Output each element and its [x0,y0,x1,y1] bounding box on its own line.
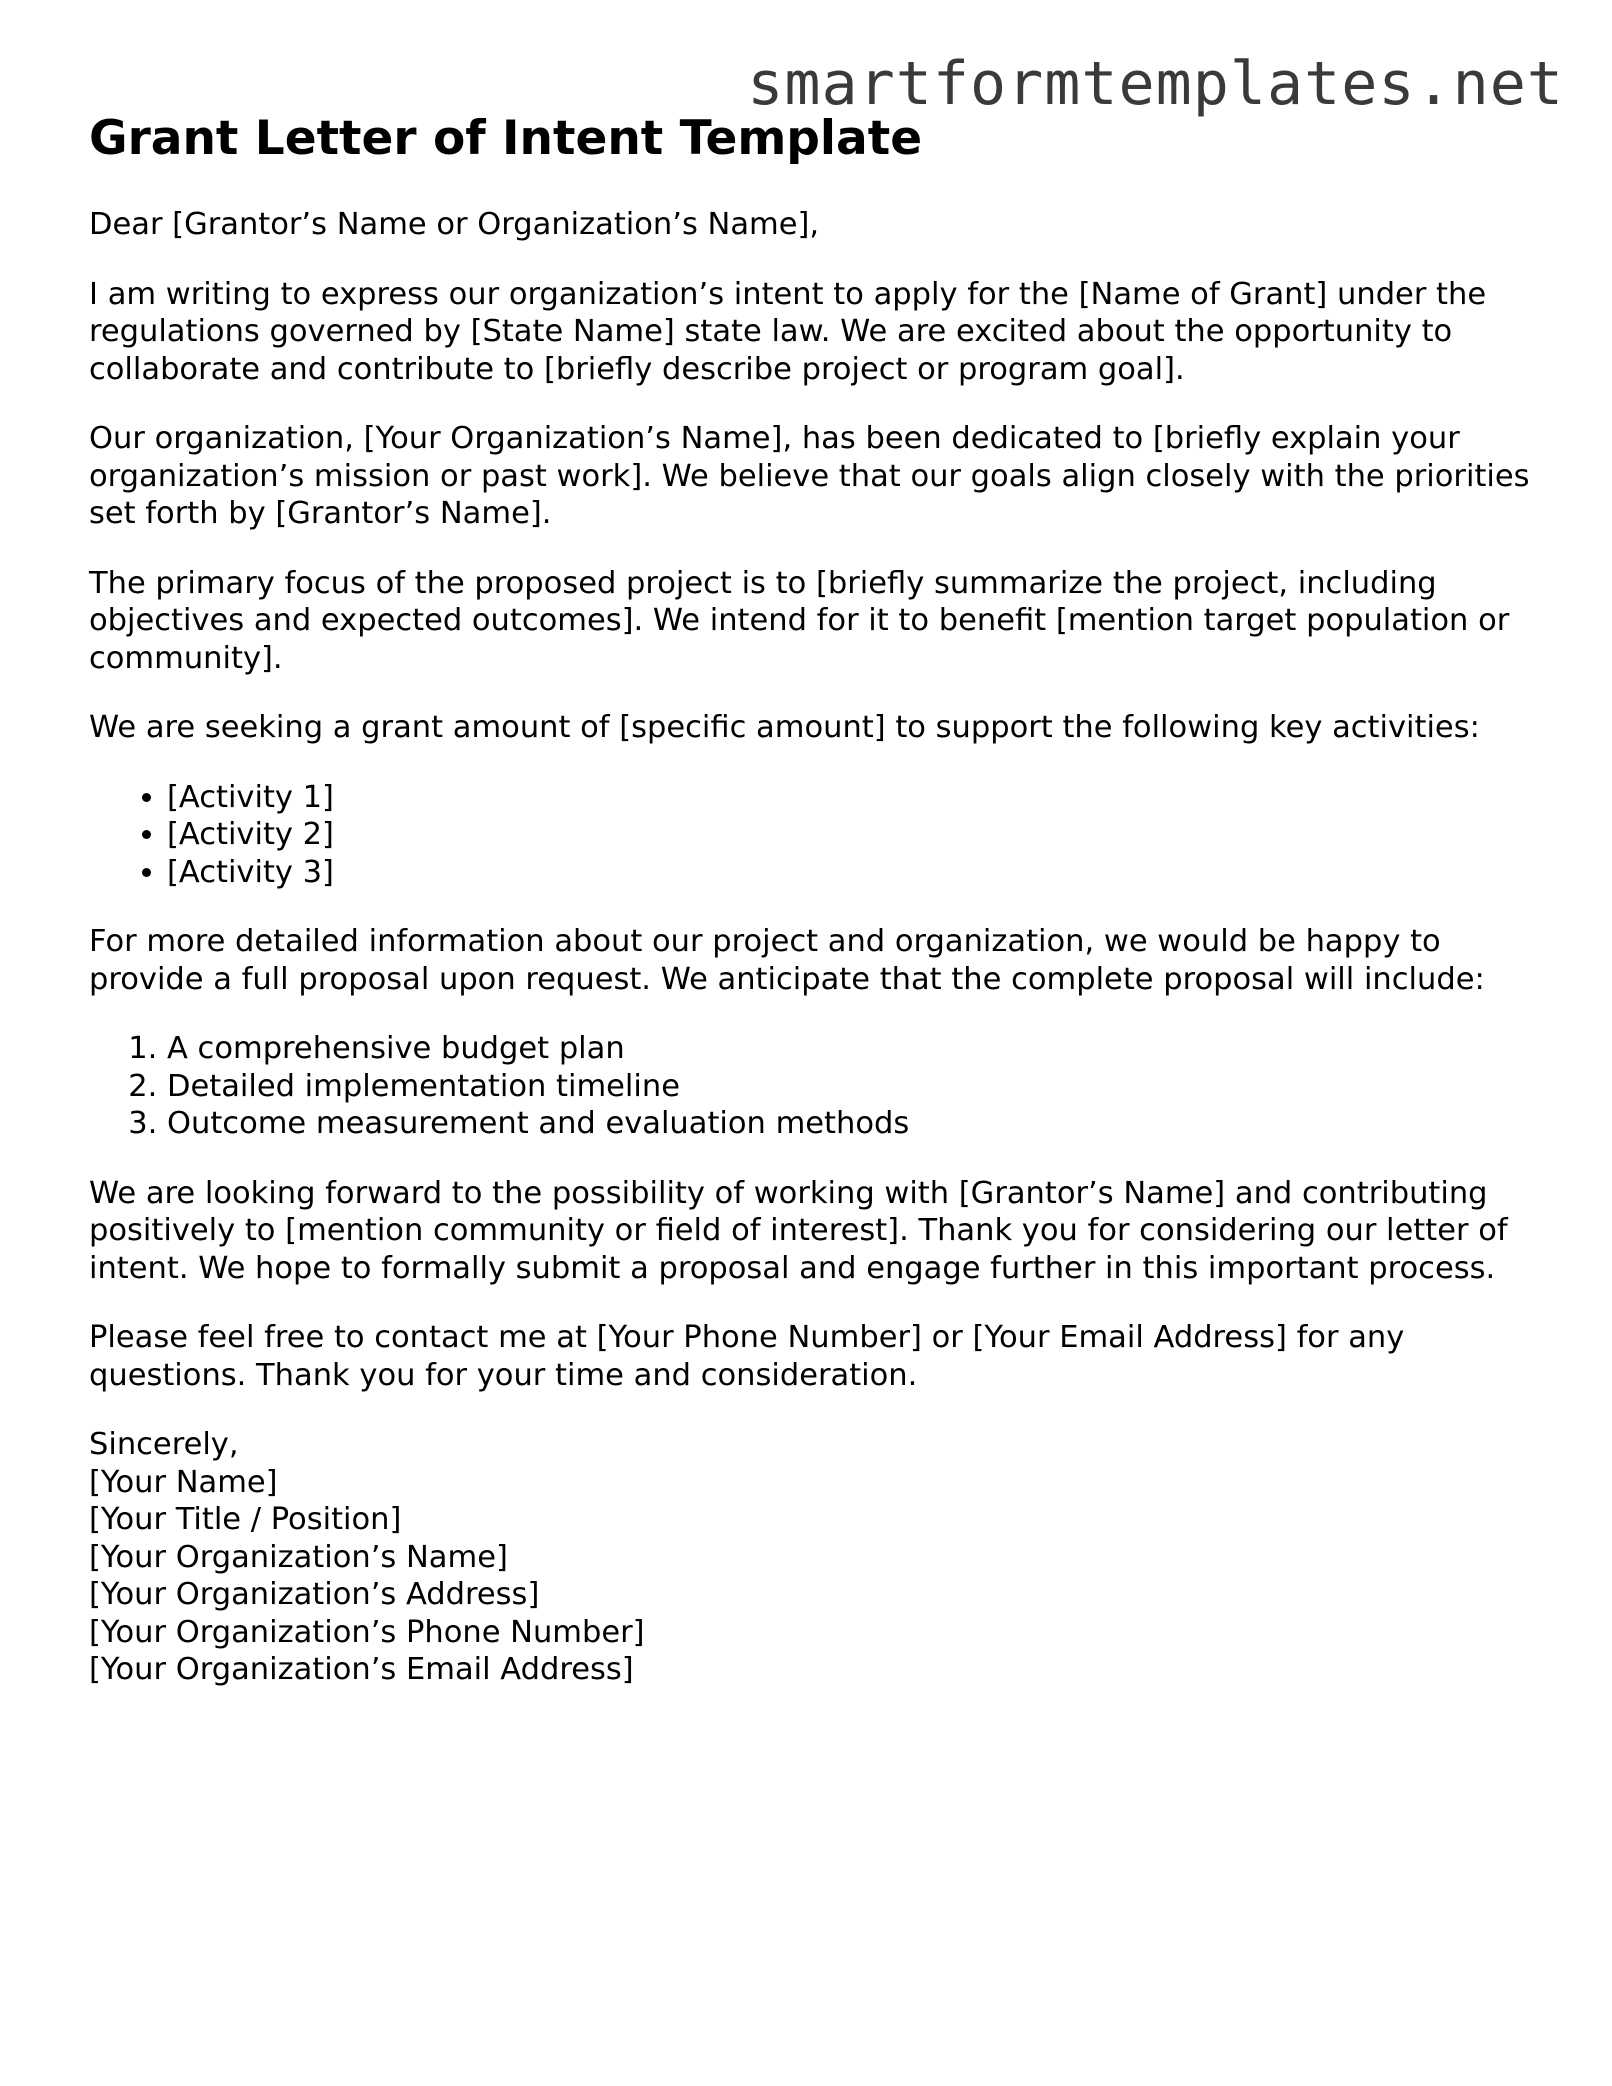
signature-block [89,1426,1549,1689]
signature-address: [Your Organization’s Address] [89,1577,540,1612]
proposal-item: 2. Detailed implementation timeline [167,1068,1549,1106]
signature-title: [Your Title / Position] [89,1502,402,1537]
activities-list [89,779,1549,892]
paragraph-grant-amount: We are seeking a grant amount of [specific amount] to support the following key activities: [89,710,1480,745]
paragraph-intent: I am writing to express our organization’s intent to apply for the [Name of Grant] under the regulations governed by [State Name] state law. We are excited about the opportunity to collaborate and contribute to [briefly describe project or program goal]. [89,276,1487,387]
document-title: Grant Letter of Intent Template [89,111,923,166]
signature-name: [Your Name] [89,1464,278,1500]
salutation: Dear [Grantor’s Name or Organization’s Name], [89,207,820,242]
paragraph-project-focus: The primary focus of the proposed project is to [briefly summarize the project, including objectives and expected outcomes]. We intend for it to benefit [mention target population or community]. [89,565,1510,676]
paragraph-looking-forward: We are looking forward to the possibility of working with [Grantor’s Name] and contributing positively to [mention community or field of interest]. Thank you for considering our letter of intent. We hope to formally submit a proposal and engage further in this important process. [89,1175,1508,1286]
proposal-item: 1. A comprehensive budget plan [167,1030,1549,1068]
activity-item: • [Activity 3] [167,854,1549,892]
proposal-item: 3. Outcome measurement and evaluation methods [167,1105,1549,1143]
signature-closing: Sincerely, [89,1427,239,1462]
paragraph-organization: Our organization, [Your Organization’s Name], has been dedicated to [briefly explain your organization’s mission or past work]. We believe that our goals align closely with the priorities set forth by [Grantor’s Name]. [89,421,1530,531]
signature-phone: [Your Organization’s Phone Number] [89,1614,645,1650]
signature-organization: [Your Organization’s Name] [89,1539,508,1575]
letter-body [89,106,1549,1689]
paragraph-contact: Please feel free to contact me at [Your Phone Number] or [Your Email Address] for any questions. Thank you for your time and consideration. [89,1320,1405,1393]
signature-email: [Your Organization’s Email Address] [89,1652,634,1687]
activity-item: • [Activity 2] [167,816,1549,854]
activity-item: • [Activity 1] [167,779,1549,817]
paragraph-proposal-intro: For more detailed information about our project and organization, we would be happy to provide a full proposal upon request. We anticipate that the complete proposal will include: [89,924,1485,997]
site-watermark: smartformtemplates.net [747,49,1564,119]
proposal-items-list [89,1030,1549,1143]
